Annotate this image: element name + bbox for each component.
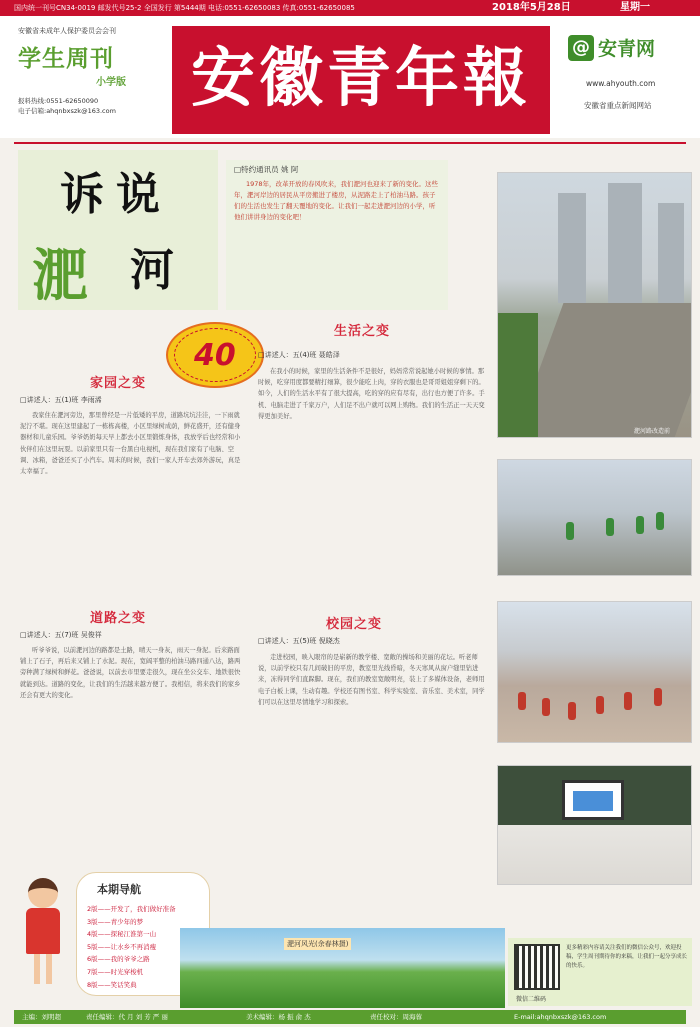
qr-label: 微信二维码: [516, 996, 547, 1003]
feature-byline: □特约通讯员 姚 阿: [234, 165, 299, 174]
section-text-road: 听爷爷说，以前淝河边的路都是土路，晴天一身灰，雨天一身泥。后来路面铺上了石子，再后来又铺上了水泥。现在，宽阔平整的柏油马路四通八达，路两旁种满了绿树和鲜花。爸爸说，以前去市里要走很久，现在坐公交车、地铁很快就能到达。道路的变化，让我们的生活越来越方便了。我相信，将来我们的家乡还会有更大的变化。: [20, 647, 241, 699]
section-title-life: 生活之变: [334, 324, 391, 339]
footer-email[interactable]: E-mail:ahqnbxszk@163.com: [514, 1013, 607, 1021]
badge-number: 40: [194, 338, 236, 373]
nav-item[interactable]: 3版——青少年的梦: [87, 917, 144, 926]
building-shape: [608, 183, 642, 303]
nav-item[interactable]: 2版——开发了，我们做好准备: [87, 905, 176, 913]
sponsor-line: 安徽省未成年人保护委员会会刊: [18, 27, 116, 35]
photo-crossing-guards: [497, 459, 692, 576]
section-title-school: 校园之变: [326, 617, 383, 632]
masthead-right: [568, 34, 693, 111]
site-url[interactable]: www.ahyouth.com: [586, 79, 656, 88]
girl-leg: [46, 954, 52, 984]
girl-head: [28, 878, 58, 908]
building-shape: [558, 193, 586, 303]
headline-char: 河: [130, 245, 174, 296]
edition-label: 小学版: [96, 77, 126, 88]
footer-art-editors: 美术编辑：杨 振 俞 杰: [246, 1013, 311, 1021]
masthead-divider: [14, 142, 686, 144]
section-byline-school: □讲述人：五(5)班 倪晓杰: [258, 637, 340, 645]
nav-item[interactable]: 5版——让水乡不再消瘦: [87, 942, 157, 951]
section-title-home: 家园之变: [90, 376, 147, 391]
feature-intro-text: 1978年，改革开放的春风吹来，我们淝河也迎来了新的变化。这些年，淝河岸边的居民从平房搬进了楼房，从泥路走上了柏油马路。孩子们的生活也发生了翻天覆地的变化。让我们一起走进淝河边的小学，听他们讲讲身边的变化吧！: [234, 180, 439, 221]
landscape-caption: 淝河风光(余春林摄): [284, 938, 351, 950]
figure-shape: [636, 516, 644, 534]
photo-road-before: [497, 172, 692, 438]
nav-item[interactable]: 7版——时光穿梭机: [87, 967, 144, 976]
figure-shape: [654, 688, 662, 706]
weekly-title: 学生周刊: [18, 46, 114, 72]
figure-shape: [568, 702, 576, 720]
nav-title: 本期导航: [97, 883, 141, 896]
site-logo[interactable]: [568, 34, 693, 61]
photo-school-yard: [497, 601, 692, 743]
section-byline-road: □讲述人：五(7)班 吴俊祥: [20, 631, 102, 639]
section-text-home: 我家住在淝河旁边，那里曾经是一片低矮的平房，道路坑坑洼洼，一下雨就泥泞不堪。现在这里建起了一栋栋高楼，小区里绿树成荫，鲜花盛开，还有健身器材和儿童乐园。爷爷奶奶每天早上都去小区里锻炼身体，我放学后也经常和小伙伴们在这里玩耍。以前家里只有一台黑白电视机，现在我们家有了电脑、空调、冰箱，爸爸还买了小汽车。周末的时候，我们一家人开车去郊外游玩，真是太幸福了。: [20, 412, 241, 476]
nav-item[interactable]: 6版——我的爷爷之路: [87, 955, 150, 964]
footer-duty-editors: 责任编辑：代 月 刘 芳 严 丽: [86, 1013, 168, 1021]
site-description: 安徽省重点新闻网站: [584, 101, 652, 110]
figure-shape: [656, 512, 664, 530]
nav-list: [87, 903, 176, 991]
qr-code-icon[interactable]: [514, 944, 560, 990]
issue-weekday: 星期一: [620, 2, 650, 13]
feature-headline: [18, 150, 218, 310]
road-shape: [513, 303, 692, 438]
headline-char: 淝: [32, 243, 88, 309]
footer-editor: 主编：刘明超: [22, 1013, 61, 1021]
footer-bar: [14, 1010, 686, 1024]
logo-text: 安青网: [598, 38, 656, 60]
newspaper-title: 安徽青年報: [172, 26, 550, 134]
photo-caption: 淝河路改造前: [634, 428, 671, 435]
feature-intro: [226, 160, 448, 310]
section-byline-home: □讲述人：五(1)班 李雨浠: [20, 396, 102, 404]
girl-dress: [26, 908, 60, 954]
nav-item[interactable]: 8版——笑话笑典: [87, 980, 137, 989]
photo-classroom: [497, 765, 692, 885]
headline-char: 诉: [60, 169, 104, 220]
figure-shape: [542, 698, 550, 716]
anniversary-badge: [166, 322, 264, 388]
top-info-bar: [0, 0, 700, 16]
footer-proofreader: 责任校对：周海蓉: [370, 1013, 422, 1021]
figure-shape: [596, 696, 604, 714]
issue-date: 2018年5月28日: [492, 2, 571, 13]
classroom-screen: [562, 780, 624, 820]
section-title-road: 道路之变: [90, 611, 147, 626]
building-shape: [658, 203, 684, 303]
section-byline-life: □讲述人：五(4)班 聂皓泽: [258, 351, 340, 359]
figure-shape: [518, 692, 526, 710]
section-text-life: 在我小的时候，家里的生活条件不是很好，妈妈常常说起她小时候的事情。那时候，吃穿用度都要精打细算，很少能吃上肉，穿的衣服也是哥哥姐姐穿剩下的。如今，人们的生活水平有了很大提高，吃的穿的应有尽有，出行也方便了许多。手机、电脑走进了千家万户，人们足不出户就可以网上购物。我们的生活正一天天变得更加美好。: [258, 368, 485, 420]
figure-shape: [566, 522, 574, 540]
at-logo-icon: @: [568, 35, 594, 61]
headline-char: 说: [116, 169, 160, 220]
tree-shape: [498, 313, 538, 438]
hotline: 报料热线:0551-62650090: [18, 97, 99, 105]
figure-shape: [606, 518, 614, 536]
email-line: 电子信箱:ahqnbxszk@163.com: [18, 107, 116, 115]
masthead: [0, 16, 700, 138]
nav-item[interactable]: 4版——探秘江淮第一山: [87, 930, 157, 939]
qr-description: 更多精彩内容请关注我们的微信公众号，欢迎投稿，学生周刊期待你的来稿，让我们一起分享成长的快乐。: [566, 945, 688, 969]
issue-info: 国内统一刊号CN34-0019 邮发代号25-2 全国发行 第5444期 电话:0551-62650083 传真:0551-62650085: [14, 4, 355, 12]
girl-leg: [34, 954, 40, 984]
figure-shape: [624, 692, 632, 710]
masthead-left: [18, 26, 158, 116]
section-text-school: 走进校园，映入眼帘的是崭新的教学楼、宽敞的操场和美丽的花坛。听老师说，以前学校只有几间破旧的平房，教室里光线昏暗，冬天寒风从窗户缝里钻进来，冻得同学们直跺脚。现在，我们的教室宽敞明亮，装上了多媒体设备，老师用电子白板上课，生动有趣。学校还有图书室、科学实验室、音乐室、美术室，同学们可以在这里尽情地学习和探索。: [258, 654, 485, 706]
qr-panel: [508, 938, 692, 1006]
cartoon-girl-illustration: [16, 878, 70, 990]
